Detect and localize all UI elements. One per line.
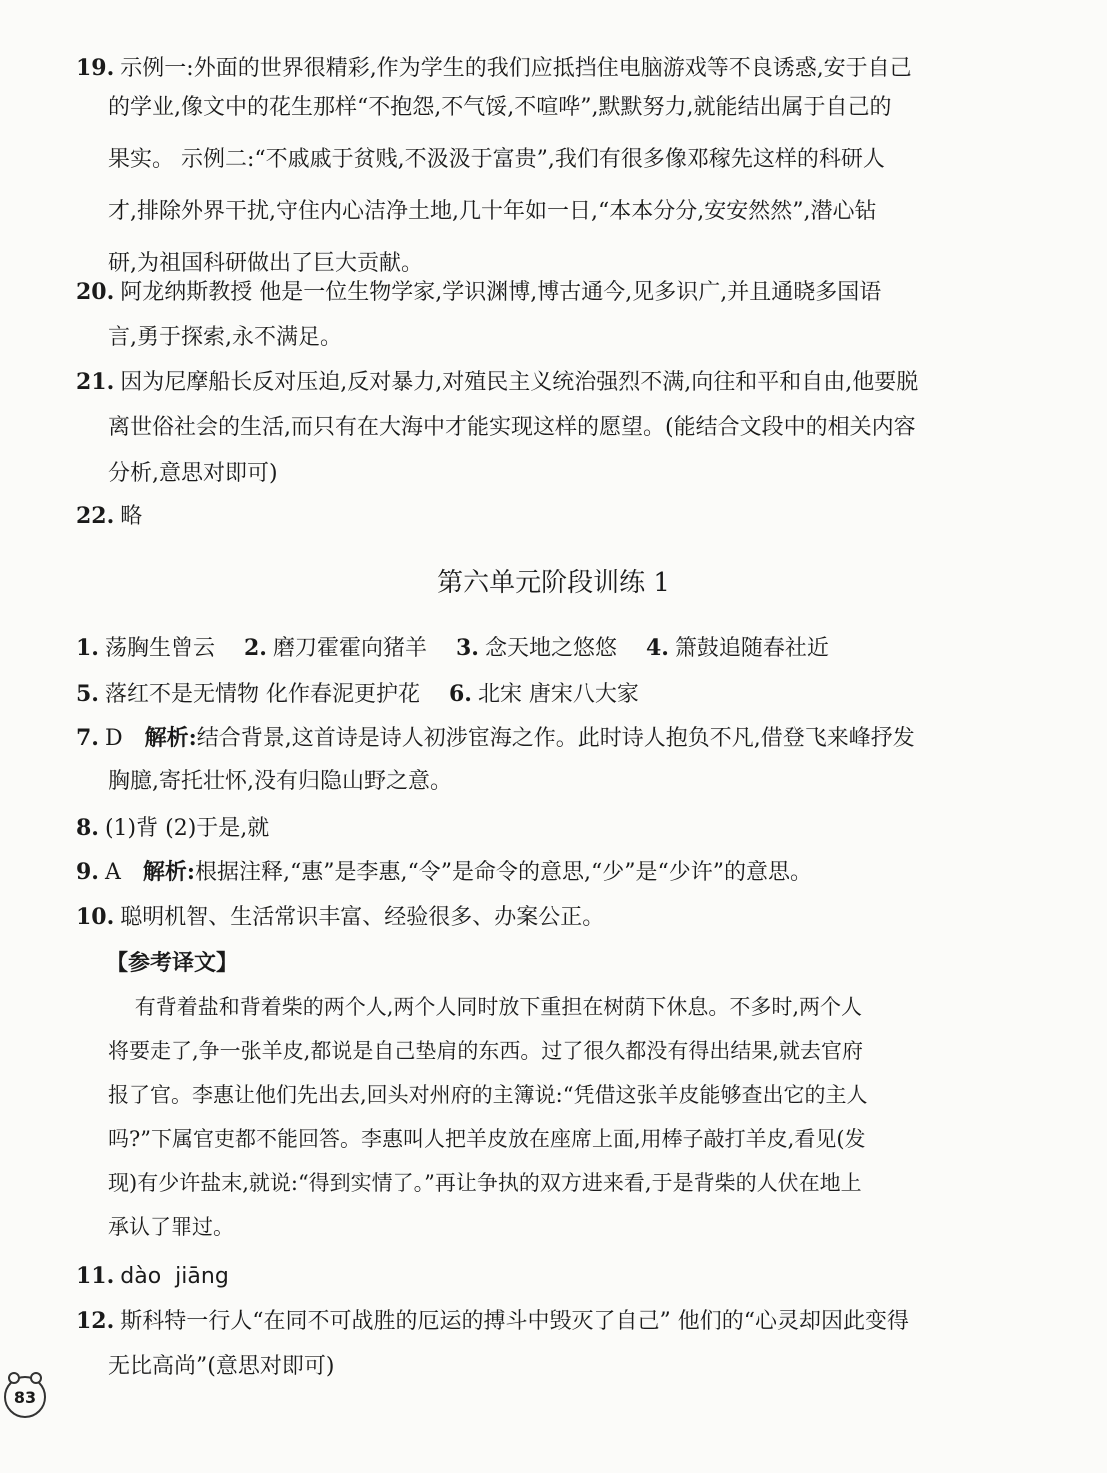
question-number: 5. [76,681,99,707]
answer-10 [76,897,966,937]
answer-text: 因为尼摩船长反对压迫,反对暴力,对殖民主义统治强烈不满,向往和平和自由,他要脱 [120,370,919,395]
answers-5-6 [76,674,966,714]
answer-text: 才,排除外界干扰,守住内心洁净土地,几十年如一日,“本本分分,安安然然”,潜心钻 [108,199,877,224]
answer-text: 分析,意思对即可) [108,461,278,486]
question-number: 2. [243,635,267,661]
question-number: 9. [76,859,99,885]
question-number: 21. [76,369,115,395]
answer-20 [76,272,966,358]
answer-11 [76,1256,966,1296]
answer-text: 落红不是无情物 化作春泥更护花 [104,682,420,707]
answer-text: 念天地之悠悠 [484,636,617,661]
question-number: 1. [76,635,99,661]
answer-text: 的学业,像文中的花生那样“不抱怨,不气馁,不喧哗”,默默努力,就能结出属于自己的 [108,95,892,120]
question-number: 10. [76,904,115,930]
answer-12 [76,1301,966,1387]
answer-8 [76,808,966,848]
answer-21 [76,362,966,494]
question-number: 6. [448,681,472,707]
translation-body [108,985,958,1249]
analysis-text: 结合背景,这首诗是诗人初涉宦海之作。此时诗人抱负不凡,借登飞来峰抒发 [196,726,915,751]
question-number: 12. [76,1308,115,1334]
answers-1-4 [76,628,966,668]
translation-line: 承认了罪过。 [108,1215,234,1239]
question-number: 20. [76,279,115,305]
answer-choice: D [104,726,123,751]
question-number: 8. [76,815,99,841]
translation-line: 现)有少许盐末,就说:“得到实情了。”再让争执的双方进来看,于是背柴的人伏在地上 [108,1171,862,1195]
section-title: 第六单元阶段训练 1 [437,568,670,598]
answer-22 [76,496,966,536]
translation-title-row [76,943,966,983]
answer-text: 无比高尚”(意思对即可) [108,1354,335,1379]
answer-7 [76,718,966,802]
question-number: 4. [645,635,669,661]
analysis-text: 胸臆,寄托壮怀,没有归隐山野之意。 [108,769,452,794]
analysis-label: 解析: [144,725,197,751]
question-number: 22. [76,503,115,529]
page-number: 83 [4,1376,46,1418]
answer-text: dào jiāng [120,1264,229,1289]
translation-line: 有背着盐和背着柴的两个人,两个人同时放下重担在树荫下休息。不多时,两个人 [108,995,863,1019]
answer-text: 果实。 示例二:“不戚戚于贫贱,不汲汲于富贵”,我们有很多像邓稼先这样的科研人 [108,147,885,172]
answer-text: 荡胸生曾云 [104,636,215,661]
question-number: 7. [76,725,99,751]
answer-19 [76,48,966,284]
answer-text: 北宋 唐宋八大家 [477,682,639,707]
answer-text: 示例一:外面的世界很精彩,作为学生的我们应抵挡住电脑游戏等不良诱惑,安于自己 [120,56,912,81]
translation-line: 报了官。李惠让他们先出去,回头对州府的主簿说:“凭借这张羊皮能够查出它的主人 [108,1083,868,1107]
answer-text: 聪明机智、生活常识丰富、经验很多、办案公正。 [120,905,605,930]
answer-text: 略 [120,504,143,529]
translation-line: 吗?”下属官吏都不能回答。李惠叫人把羊皮放在座席上面,用棒子敲打羊皮,看见(发 [108,1127,866,1151]
translation-line: 将要走了,争一张羊皮,都说是自己垫肩的东西。过了很久都没有得出结果,就去官府 [108,1039,864,1063]
question-number: 3. [455,635,479,661]
answer-text: 研,为祖国科研做出了巨大贡献。 [108,251,423,276]
answer-9 [76,852,966,892]
answer-text: 斯科特一行人“在同不可战胜的厄运的搏斗中毁灭了自己” 他们的“心灵却因此变得 [120,1309,910,1334]
analysis-label: 解析: [142,859,195,885]
answer-text: (1)背 (2)于是,就 [104,816,270,841]
answer-text: 阿龙纳斯教授 他是一位生物学家,学识渊博,博古通今,见多识广,并且通晓多国语 [120,280,882,305]
answer-text: 箫鼓追随春社近 [674,636,829,661]
answer-choice: A [104,860,121,885]
translation-title: 【参考译文】 [106,950,239,976]
analysis-text: 根据注释,“惠”是李惠,“令”是命令的意思,“少”是“少许”的意思。 [194,860,812,885]
question-number: 19. [76,55,115,81]
question-number: 11. [76,1263,115,1289]
answer-text: 言,勇于探索,永不满足。 [108,325,342,350]
answer-text: 离世俗社会的生活,而只有在大海中才能实现这样的愿望。(能结合文段中的相关内容 [108,415,916,440]
answer-text: 磨刀霍霍向猪羊 [272,636,427,661]
